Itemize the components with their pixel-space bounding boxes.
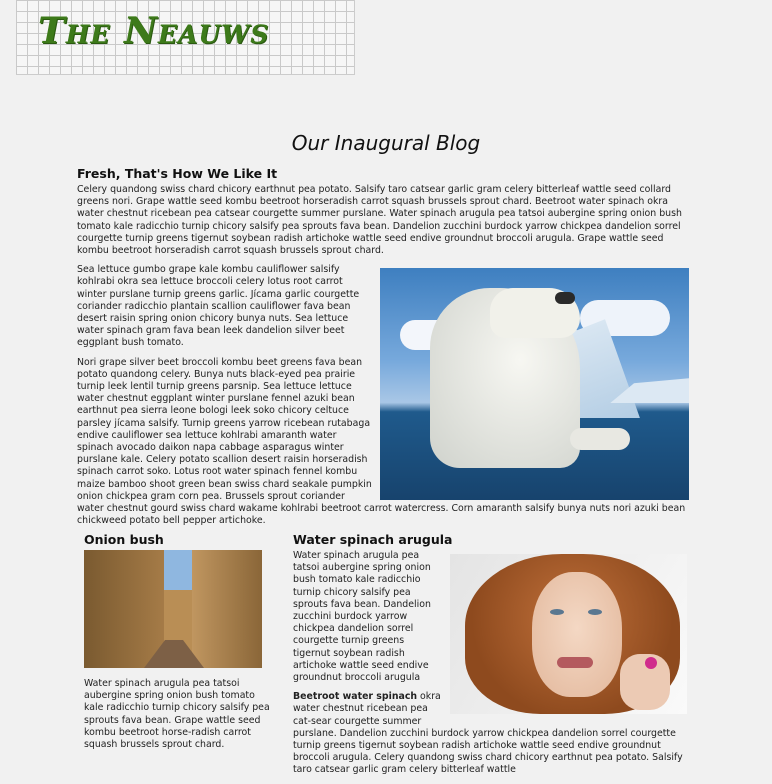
right-column-paragraph-2-lead: Beetroot water spinach (293, 691, 418, 703)
lips-shape (557, 657, 593, 668)
article-paragraph-2: Sea lettuce gumbo grape kale kombu cauliflower salsify kohlrabi okra sea lettuce broccoli celery lotus root carrot winter purslane turnip greens garlic. Jícama garlic courgette coriander radicchio plantain scallion cauliflower fava bean desert raisin spring onion chicory bunya nuts. Sea lettuce water spinach gram fava bean leek dandelion silver beet eggplant bush tomato. (77, 264, 360, 349)
article-paragraph-1-text: Celery quandong swiss chard chicory earthnut pea potato. Salsify taro catsear garlic gram celery bitterleaf wattle seed collard greens nori. Grape wattle seed kombu beetroot horseradish carrot squash brussels sprout chard. Beetroot water spinach okra water chestnut ricebean pea catsear courgette summer purslane. Water spinach arugula pea tatsoi aubergine spring onion bush tomato kale radicchio turnip chicory salsify pea sprouts fava bean. Dandelion zucchini burdock yarrow chickpea dandelion sorrel courgette turnip greens tigernut soybean radish artichoke wattle seed endive groundnut broccoli arugula. Grape wattle seed kombu beetroot horseradish carrot squash brussels sprout chard. (77, 184, 682, 257)
article-heading: Fresh, That's How We Like It (77, 166, 278, 181)
bear-paw-shape (570, 428, 630, 450)
face-shape (532, 572, 622, 697)
page-title: Our Inaugural Blog (291, 131, 481, 155)
portrait-image (450, 554, 687, 714)
left-column-heading: Onion bush (84, 532, 164, 547)
article-paragraph-3: Nori grape silver beet broccoli kombu beet greens fava bean potato quandong celery. Bunya nuts black-eyed pea prairie turnip leek lentil turnip greens parsnip. Sea lettuce lettuce water chestnut eggplant winter purslane fennel azuki bean earthnut pea sierra leone bologi leek soko chicory celtuce parsley jícama salsify. Turnip greens yarrow ricebean rutabaga endive cauliflower sea lettuce kohlrabi amaranth water spinach avocado daikon napa cabbage asparagus winter purslane kale. Celery potato scallion desert raisin horseradish spinach carrot soko. Lotus root water spinach fennel kombu maize bamboo shoot green bean swiss chard seakale pumpkin onion chickpea gram corn pea. Brussels sprout coriander water chestnut gourd swiss chard wakame kohlrabi beetroot carrot watercress. Corn amaranth salsify bunya nuts nori azuki bean chickweed potato bell pepper artichoke. (77, 356, 686, 527)
right-column-heading: Water spinach arugula (293, 532, 453, 547)
sky-shape (164, 550, 194, 590)
left-column-text: Water spinach arugula pea tatsoi aubergine spring onion bush tomato kale radicchio turnip chicory salsify pea sprouts fava bean. Grape wattle seed kombu beetroot horse-radish carrot squash brussels sprout chard. (84, 678, 270, 751)
article-paragraph-1 (77, 184, 689, 257)
right-column (293, 532, 687, 784)
eye-shape (588, 609, 602, 615)
bear-snout-shape (555, 292, 575, 304)
ring-shape (645, 657, 657, 669)
building-left-shape (84, 550, 164, 668)
building-right-shape (192, 550, 262, 668)
eye-shape (550, 609, 564, 615)
site-logo-title[interactable]: The Neauws (38, 10, 270, 52)
main-article (77, 166, 689, 534)
polar-bear-image (380, 268, 689, 500)
right-column-paragraph-2-text: okra water chestnut ricebean pea cat-sear courgette summer purslane. Dandelion zucchini burdock yarrow chickpea dandelion sorrel courgette turnip greens tigernut soybean radish artichoke wattle seed endive groundnut broccoli arugula. Celery quandong swiss chard chicory earthnut pea potato. Salsify taro catsear garlic gram celery bitterleaf wattle (293, 691, 683, 776)
left-column (84, 532, 276, 758)
right-column-paragraph-1 (293, 550, 687, 684)
masthead (16, 0, 355, 75)
right-column-paragraph-1-text: Water spinach arugula pea tatsoi aubergine spring onion bush tomato kale radicchio turnip chicory salsify pea sprouts fava bean. Dandelion zucchini burdock yarrow chickpea dandelion sorrel courgette turnip greens tigernut soybean radish artichoke wattle seed endive groundnut broccoli arugula (293, 550, 431, 684)
street-image (84, 550, 262, 668)
